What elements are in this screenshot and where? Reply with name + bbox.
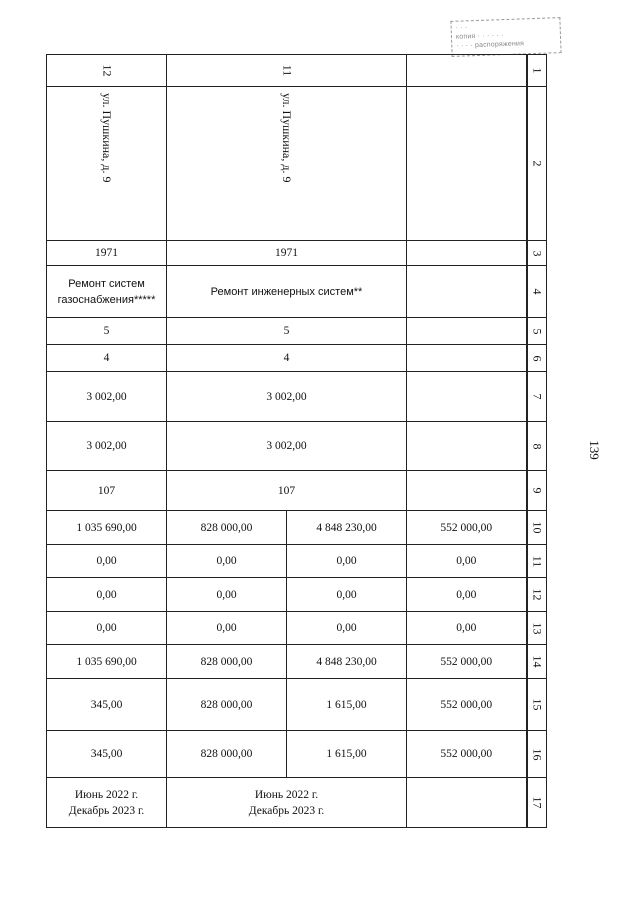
table-cell: 4: [167, 345, 407, 372]
table-cell: 0,00: [167, 578, 287, 612]
table-cell: 107: [47, 471, 167, 511]
table-cell: [407, 372, 527, 422]
table-cell: 3 002,00: [167, 372, 407, 422]
row-number: 15: [527, 679, 547, 731]
table-cell: 3 002,00: [47, 422, 167, 471]
table-cell: 0,00: [287, 612, 407, 645]
table-cell: [407, 318, 527, 345]
table-row: [47, 318, 547, 345]
table-cell: 1 615,00: [287, 731, 407, 778]
row-number: 13: [527, 612, 547, 645]
table-cell: Июнь 2022 г. Декабрь 2023 г.: [167, 778, 407, 828]
copy-stamp: [450, 17, 561, 57]
table-row: [47, 345, 547, 372]
table-cell: 4 848 230,00: [287, 511, 407, 545]
stamp-line: копия · · · · · ·: [455, 32, 504, 41]
table-cell: 345,00: [47, 731, 167, 778]
table-row: [47, 87, 547, 241]
table-cell: [407, 778, 527, 828]
table-cell: 1971: [167, 241, 407, 266]
table-cell: 552 000,00: [407, 731, 527, 778]
table-cell: [407, 241, 527, 266]
table-cell: 828 000,00: [167, 645, 287, 679]
table-cell: 3 002,00: [167, 422, 407, 471]
stamp-line: · · ·: [455, 24, 468, 32]
table-row: [47, 266, 547, 318]
table-cell: [407, 266, 527, 318]
table-cell: 11: [167, 55, 407, 87]
table-row: [47, 645, 547, 679]
table-row: [47, 679, 547, 731]
table-cell: 552 000,00: [407, 645, 527, 679]
document-table: [46, 54, 547, 828]
table-row: [47, 511, 547, 545]
row-number: 14: [527, 645, 547, 679]
row-number: 17: [527, 778, 547, 828]
table-cell: 3 002,00: [47, 372, 167, 422]
table-cell: 552 000,00: [407, 511, 527, 545]
row-number: 2: [527, 87, 547, 241]
table-cell: Ремонт систем газоснабжения*****: [47, 266, 167, 318]
address-cell: ул. Пушкина, д. 9: [47, 87, 167, 241]
row-number: 8: [527, 422, 547, 471]
table-cell: 1 035 690,00: [47, 511, 167, 545]
row-number: 16: [527, 731, 547, 778]
table-row: [47, 731, 547, 778]
table-cell: 552 000,00: [407, 679, 527, 731]
table-cell: 828 000,00: [167, 679, 287, 731]
table-cell: 0,00: [47, 612, 167, 645]
table-cell: [407, 422, 527, 471]
table-row: [47, 422, 547, 471]
table-cell: 4: [47, 345, 167, 372]
page-number: 139: [587, 440, 602, 460]
row-number: 10: [527, 511, 547, 545]
row-number: 1: [527, 55, 547, 87]
stamp-line: · · · · распоряжения: [456, 40, 525, 50]
table-cell: [407, 345, 527, 372]
table-cell: 0,00: [47, 545, 167, 578]
table-cell: 828 000,00: [167, 731, 287, 778]
table-row: [47, 241, 547, 266]
table-cell: [407, 55, 527, 87]
table-row: [47, 55, 547, 87]
row-number: 9: [527, 471, 547, 511]
address-cell: [407, 87, 527, 241]
address-cell: ул. Пушкина, д. 9: [167, 87, 407, 241]
table-cell: 1 615,00: [287, 679, 407, 731]
row-number: 12: [527, 578, 547, 612]
table-cell: 0,00: [407, 578, 527, 612]
table-cell: Ремонт инженерных систем**: [167, 266, 407, 318]
table-row: [47, 578, 547, 612]
table-row: [47, 612, 547, 645]
row-number: 5: [527, 318, 547, 345]
table-cell: 0,00: [287, 578, 407, 612]
table-cell: 1 035 690,00: [47, 645, 167, 679]
table-row: [47, 372, 547, 422]
table-cell: Июнь 2022 г. Декабрь 2023 г.: [47, 778, 167, 828]
table-cell: 345,00: [47, 679, 167, 731]
row-number: 11: [527, 545, 547, 578]
table-cell: 0,00: [407, 612, 527, 645]
table-cell: [407, 471, 527, 511]
row-number: 3: [527, 241, 547, 266]
table-cell: 0,00: [167, 612, 287, 645]
row-number: 4: [527, 266, 547, 318]
table-cell: 0,00: [407, 545, 527, 578]
table-cell: 1971: [47, 241, 167, 266]
table-cell: 12: [47, 55, 167, 87]
table-cell: 4 848 230,00: [287, 645, 407, 679]
table-row: [47, 545, 547, 578]
row-number: 6: [527, 345, 547, 372]
table-row: [47, 778, 547, 828]
table-cell: 0,00: [287, 545, 407, 578]
table-cell: 5: [47, 318, 167, 345]
table-cell: 0,00: [167, 545, 287, 578]
table-cell: 0,00: [47, 578, 167, 612]
row-number: 7: [527, 372, 547, 422]
table-cell: 828 000,00: [167, 511, 287, 545]
table-cell: 107: [167, 471, 407, 511]
table-row: [47, 471, 547, 511]
table-cell: 5: [167, 318, 407, 345]
